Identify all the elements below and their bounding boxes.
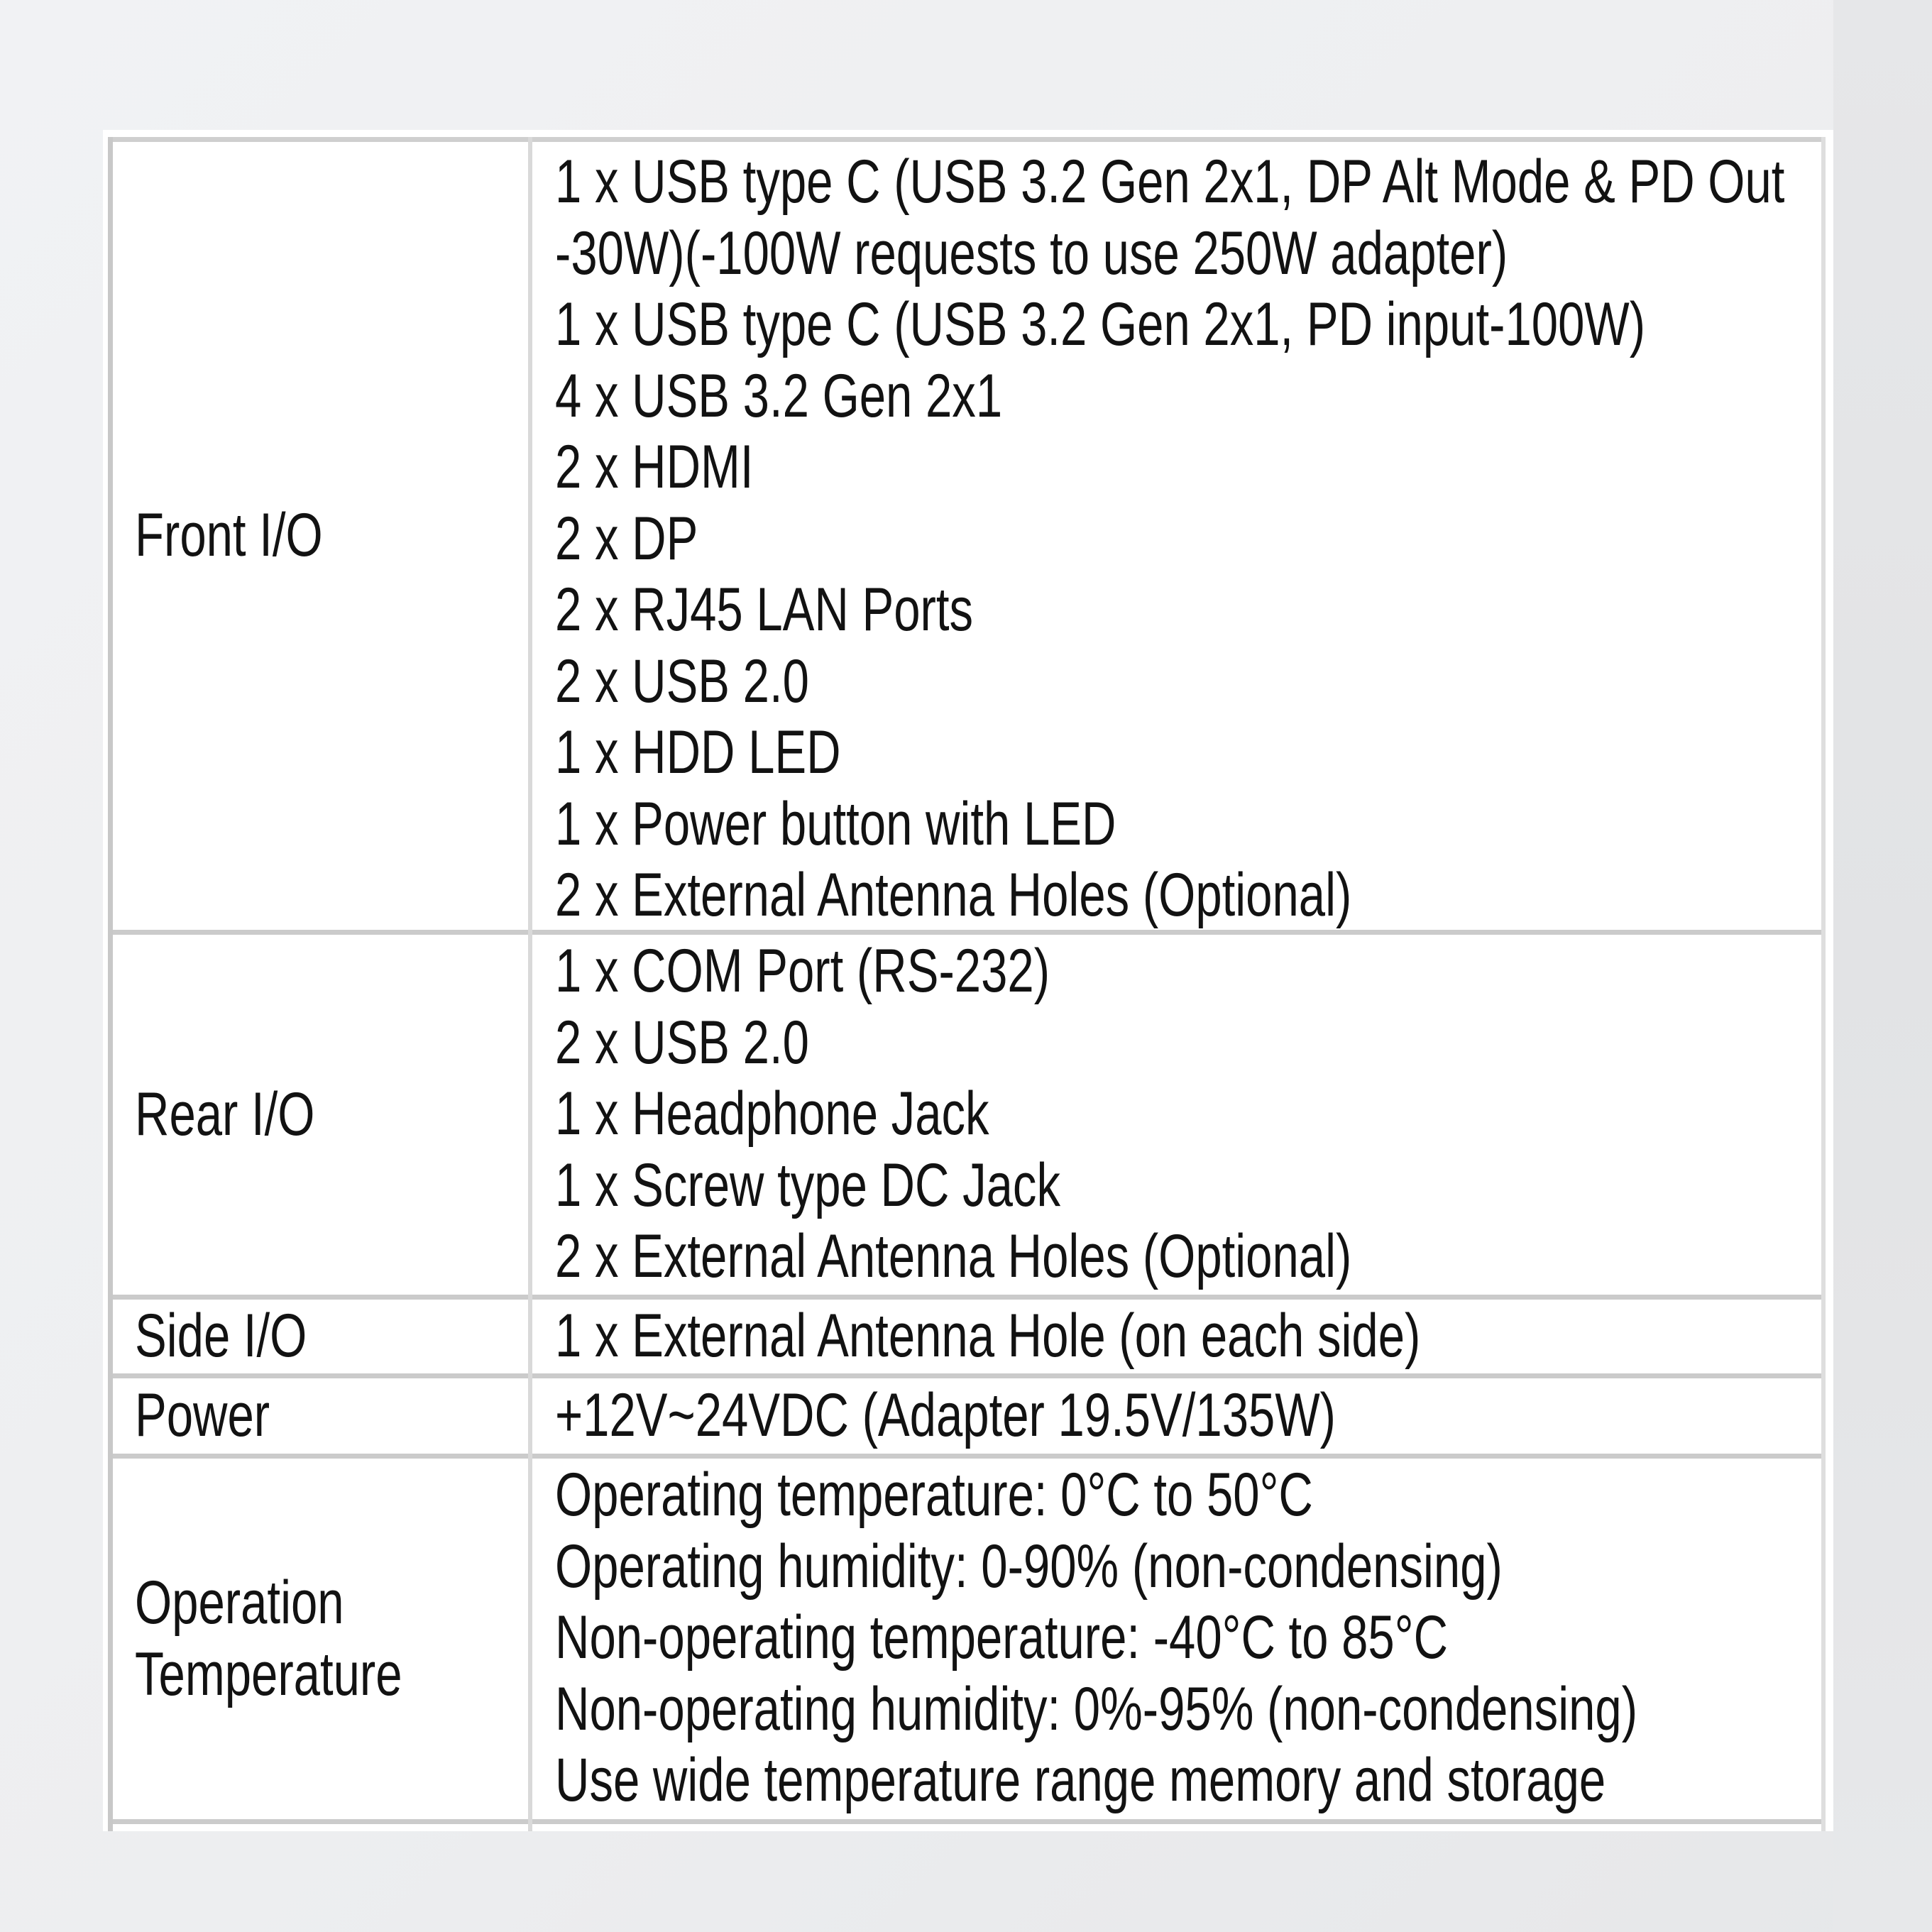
value-line: 1 x Headphone Jack bbox=[555, 1080, 989, 1148]
row-label: Rear I/O bbox=[135, 1080, 315, 1149]
row-label-line: Temperature bbox=[135, 1640, 402, 1708]
value-line: Operating humidity: 0-90% (non-condensing) bbox=[555, 1532, 1503, 1601]
row-divider bbox=[108, 1454, 1826, 1459]
value-list bbox=[555, 1300, 1420, 1372]
value-line: 2 x RJ45 LAN Ports bbox=[555, 576, 974, 644]
value-line: 1 x USB type C (USB 3.2 Gen 2x1, PD input-100W) bbox=[555, 290, 1646, 358]
row-label: Power bbox=[135, 1381, 270, 1450]
value-line: 1 x HDD LED bbox=[555, 718, 841, 786]
row-label-line: Operation bbox=[135, 1569, 344, 1637]
value-line: 1 x External Antenna Hole (on each side) bbox=[555, 1302, 1421, 1370]
value-list bbox=[555, 1380, 1336, 1451]
row-label: Front I/O bbox=[135, 501, 323, 570]
value-line: 1 x Screw type DC Jack bbox=[555, 1151, 1061, 1219]
row-divider bbox=[108, 1295, 1826, 1300]
table-row-rear-io bbox=[108, 935, 1826, 1295]
spec-table bbox=[108, 137, 1826, 1831]
value-line: 1 x USB type C (USB 3.2 Gen 2x1, DP Alt Mode & PD Out bbox=[555, 148, 1785, 216]
row-label bbox=[135, 1567, 402, 1710]
value-line: 2 x USB 2.0 bbox=[555, 1008, 809, 1077]
column-divider bbox=[528, 137, 532, 1831]
table-border-top bbox=[108, 137, 1826, 142]
row-label-cell bbox=[113, 141, 528, 930]
row-value-cell bbox=[532, 141, 1821, 930]
row-label-cell bbox=[113, 1458, 528, 1819]
row-divider bbox=[108, 1819, 1826, 1824]
table-row-side-io bbox=[108, 1299, 1826, 1373]
value-line: 4 x USB 3.2 Gen 2x1 bbox=[555, 361, 1003, 430]
value-line: 1 x COM Port (RS-232) bbox=[555, 937, 1050, 1005]
value-line: 2 x HDMI bbox=[555, 433, 754, 501]
table-row-operation-temperature bbox=[108, 1458, 1826, 1819]
row-label-cell bbox=[113, 1378, 528, 1454]
background-shade bbox=[1833, 0, 1932, 1932]
value-line: +12V~24VDC (Adapter 19.5V/135W) bbox=[555, 1381, 1337, 1449]
value-list bbox=[555, 1459, 1637, 1816]
row-label-cell bbox=[113, 1299, 528, 1373]
value-line: Non-operating humidity: 0%-95% (non-condensing) bbox=[555, 1674, 1638, 1743]
value-line: Non-operating temperature: -40°C to 85°C bbox=[555, 1603, 1449, 1672]
table-row-front-io bbox=[108, 141, 1826, 930]
value-line: 2 x External Antenna Holes (Optional) bbox=[555, 861, 1352, 929]
row-value-cell bbox=[532, 935, 1821, 1295]
value-line: 2 x External Antenna Holes (Optional) bbox=[555, 1222, 1352, 1290]
row-value-cell bbox=[532, 1458, 1821, 1819]
row-label: Side I/O bbox=[135, 1302, 307, 1371]
value-list bbox=[555, 146, 1784, 931]
value-line: -30W)(-100W requests to use 250W adapter) bbox=[555, 219, 1508, 287]
value-list bbox=[555, 935, 1351, 1292]
row-divider bbox=[108, 930, 1826, 935]
row-divider bbox=[108, 1373, 1826, 1378]
row-value-cell bbox=[532, 1299, 1821, 1373]
value-line: 1 x Power button with LED bbox=[555, 789, 1116, 858]
value-line: 2 x USB 2.0 bbox=[555, 647, 809, 715]
row-value-cell bbox=[532, 1378, 1821, 1454]
table-row-power bbox=[108, 1378, 1826, 1454]
table-border-right bbox=[1821, 137, 1826, 1831]
value-line: Operating temperature: 0°C to 50°C bbox=[555, 1461, 1313, 1529]
value-line: 2 x DP bbox=[555, 504, 698, 573]
row-label-cell bbox=[113, 935, 528, 1295]
value-line: Use wide temperature range memory and storage bbox=[555, 1746, 1606, 1814]
table-border-left bbox=[108, 137, 113, 1831]
